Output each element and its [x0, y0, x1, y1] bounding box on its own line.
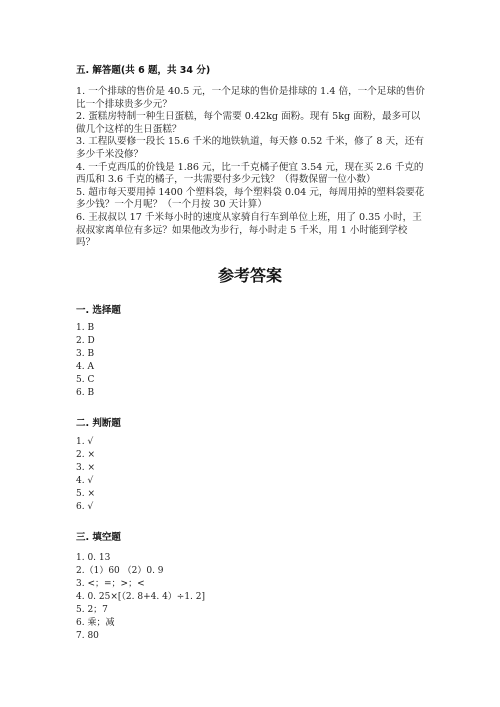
- answer-item: 2. ×: [76, 450, 95, 460]
- answer-item: 1. B: [76, 323, 95, 333]
- answer-item: 1. 0. 13: [76, 553, 111, 563]
- question-6: 6. 王叔叔以 17 千米每小时的速度从家骑自行车到单位上班，用了 0.35 小时，王叔叔家离单位有多远？如果他改为步行，每小时走 5 千米，用 1 小时能到学校吗？: [76, 211, 422, 249]
- question-2: 2. 蛋糕房特制一种生日蛋糕，每个需要 0.42kg 面粉。现有 5kg 面粉，最多可以做几个这样的生日蛋糕？: [76, 111, 421, 135]
- answer-item: 4. √: [76, 476, 94, 486]
- answer-item: 3. ×: [76, 463, 95, 473]
- question-list: [76, 86, 426, 250]
- answers-section-2-heading: 二. 判断题: [76, 418, 121, 429]
- answer-item: 4. 0. 25×[（2. 8+4. 4）÷1. 2]: [76, 592, 206, 602]
- answer-item: 3. <；=；>；<: [76, 579, 145, 589]
- answer-item: 3. B: [76, 349, 95, 359]
- answers-section-1-list: [76, 322, 95, 400]
- answer-item: 6. 乘；减: [76, 618, 115, 628]
- answer-item: 5. 2；7: [76, 605, 108, 615]
- answer-item: 5. ×: [76, 489, 95, 499]
- answer-item: 2.（1）60 （2）0. 9: [76, 566, 164, 576]
- question-5: 5. 超市每天要用掉 1400 个塑料袋，每个塑料袋 0.04 元，每周用掉的塑料袋要花多少钱？一个月呢？（一个月按 30 天计算）: [76, 186, 425, 211]
- question-1: 1. 一个排球的售价是 40.5 元，一个足球的售价是排球的 1.4 倍，一个足球的售价比一个排球贵多少元？: [76, 86, 425, 110]
- answers-section-3-heading: 三. 填空题: [76, 532, 121, 543]
- answers-section-3-list: [76, 552, 205, 643]
- answers-title: 参考答案: [217, 266, 282, 285]
- answer-item: 6. √: [76, 502, 94, 512]
- section-5-heading: 五. 解答题(共 6 题，共 34 分): [76, 65, 211, 76]
- answer-item: 4. A: [76, 362, 94, 372]
- answers-section-1-heading: 一. 选择题: [76, 305, 121, 316]
- question-3: 3. 工程队要修一段长 15.6 千米的地铁轨道，每天修 0.52 千米，修了 8 天，还有多少千米没修？: [76, 136, 424, 160]
- answer-item: 1. √: [76, 437, 94, 447]
- answer-item: 2. D: [76, 336, 95, 346]
- answer-item: 5. C: [76, 375, 95, 385]
- question-4: 4. 一千克西瓜的价钱是 1.86 元，比一千克橘子便宜 3.54 元，现在买 2.6 千克的西瓜和 3.6 千克的橘子，一共需要付多少元钱？（得数保留一位小数）: [76, 161, 424, 186]
- answer-item: 6. B: [76, 388, 95, 398]
- answer-item: 7. 80: [76, 631, 99, 641]
- answers-section-2-list: [76, 436, 95, 514]
